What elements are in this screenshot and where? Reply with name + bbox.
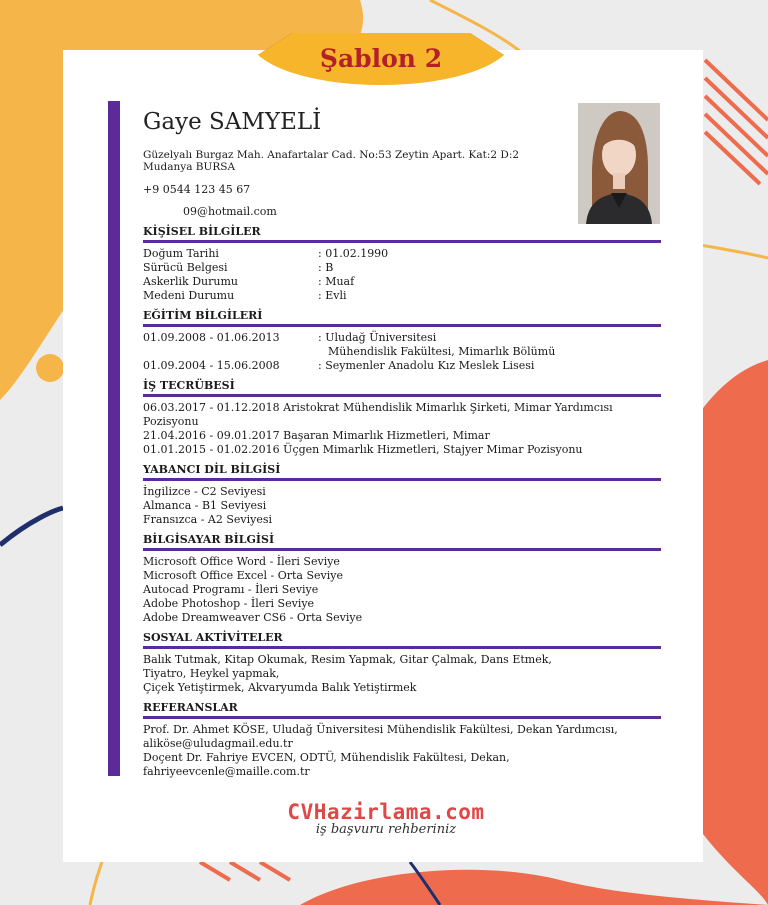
- computer-skill-line: Adobe Photoshop - İleri Seviye: [143, 597, 315, 610]
- experience-line: 21.04.2016 - 09.01.2017 Başaran Mimarlık Hizmetleri, Mimar: [143, 429, 490, 442]
- reference-line: fahriyeevcenle@maille.com.tr: [143, 765, 310, 778]
- logo-wordmark: CVHazirlama.com: [287, 800, 485, 824]
- reference-line: Prof. Dr. Ahmet KÖSE, Uludağ Üniversitesi Mühendislik Fakültesi, Dekan Yardımcısı,: [143, 723, 618, 736]
- info-label: Sürücü Belgesi: [143, 261, 228, 274]
- info-label: Medeni Durumu: [143, 289, 235, 302]
- address: Güzelyalı Burgaz Mah. Anafartalar Cad. No:53 Zeytin Apart. Kat:2 D:2 Mudanya BURSA: [143, 149, 520, 173]
- coral-bottom: [300, 870, 768, 905]
- language-line: İngilizce - C2 Seviyesi: [143, 485, 266, 498]
- section-title-references: REFERANSLAR: [143, 701, 238, 714]
- info-row: [143, 261, 661, 275]
- info-label: Doğum Tarihi: [143, 247, 219, 260]
- logo-tagline: iş başvuru rehberiniz: [315, 822, 457, 837]
- section-rule: [143, 548, 661, 551]
- section-title-personal: KİŞİSEL BİLGİLER: [143, 225, 261, 238]
- reference-line: Doçent Dr. Fahriye EVCEN, ODTÜ, Mühendislik Fakültesi, Dekan,: [143, 751, 510, 764]
- section-rule: [143, 478, 661, 481]
- info-row: [143, 275, 661, 289]
- email-address: 09@hotmail.com: [183, 205, 277, 218]
- navy-arc: [0, 508, 63, 545]
- language-line: Fransızca - A2 Seviyesi: [143, 513, 273, 526]
- info-row: [143, 289, 661, 303]
- social-line: Çiçek Yetiştirmek, Akvaryumda Balık Yetiştirmek: [143, 681, 417, 694]
- education-school: : Seymenler Anadolu Kız Meslek Lisesi: [318, 359, 535, 372]
- computer-skill-line: Adobe Dreamweaver CS6 - Orta Seviye: [143, 611, 363, 624]
- computer-skill-line: Autocad Programı - İleri Seviye: [143, 583, 319, 596]
- info-value: : Muaf: [318, 275, 355, 288]
- accent-bar: [108, 101, 120, 776]
- person-name: Gaye SAMYELİ: [143, 109, 322, 135]
- info-row: [143, 247, 661, 261]
- education-school: : Uludağ Üniversitesi: [318, 331, 437, 344]
- coral-stripes-bottom: [200, 862, 290, 880]
- site-logo: [266, 800, 506, 840]
- experience-line: 06.03.2017 - 01.12.2018 Aristokrat Mühendislik Mimarlık Şirketi, Mimar Yardımcısı Pozisyonu: [143, 401, 613, 428]
- reference-line: aliköse@uludagmail.edu.tr: [143, 737, 293, 750]
- education-detail: Mühendislik Fakültesi, Mimarlık Bölümü: [328, 345, 556, 358]
- computer-skill-line: Microsoft Office Word - İleri Seviye: [143, 555, 340, 568]
- info-value: : B: [318, 261, 334, 274]
- experience-line: 01.01.2015 - 01.02.2016 Üçgen Mimarlık Hizmetleri, Stajyer Mimar Pozisyonu: [143, 443, 583, 456]
- education-date: 01.09.2008 - 01.06.2013: [143, 331, 280, 344]
- computer-skill-line: Microsoft Office Excel - Orta Seviye: [143, 569, 343, 582]
- education-row: [143, 359, 661, 373]
- info-value: : 01.02.1990: [318, 247, 389, 260]
- orange-dot: [36, 354, 64, 382]
- section-rule: [143, 646, 661, 649]
- section-title-education: EĞİTİM BİLGİLERİ: [143, 309, 263, 322]
- section-title-languages: YABANCI DİL BİLGİSİ: [143, 463, 281, 476]
- social-line: Tiyatro, Heykel yapmak,: [143, 667, 280, 680]
- section-rule: [143, 240, 661, 243]
- section-rule: [143, 394, 661, 397]
- section-rule: [143, 716, 661, 719]
- education-date: 01.09.2004 - 15.06.2008: [143, 359, 280, 372]
- yellow-arc: [700, 245, 768, 258]
- yellow-arc-bottom: [90, 862, 102, 905]
- phone-number: +9 0544 123 45 67: [143, 183, 251, 196]
- banner-title: Şablon 2: [319, 44, 443, 73]
- info-value: : Evli: [318, 289, 347, 302]
- section-title-social: SOSYAL AKTİVİTELER: [143, 631, 283, 644]
- coral-stripes: [705, 60, 768, 184]
- education-row: [143, 331, 661, 345]
- social-line: Balık Tutmak, Kitap Okumak, Resim Yapmak, Gitar Çalmak, Dans Etmek,: [143, 653, 552, 666]
- language-line: Almanca - B1 Seviyesi: [143, 499, 267, 512]
- section-title-experience: İŞ TECRÜBESİ: [143, 379, 235, 392]
- info-label: Askerlik Durumu: [143, 275, 238, 288]
- section-rule: [143, 324, 661, 327]
- section-title-computer: BİLGİSAYAR BİLGİSİ: [143, 533, 275, 546]
- cv-content: [143, 101, 661, 779]
